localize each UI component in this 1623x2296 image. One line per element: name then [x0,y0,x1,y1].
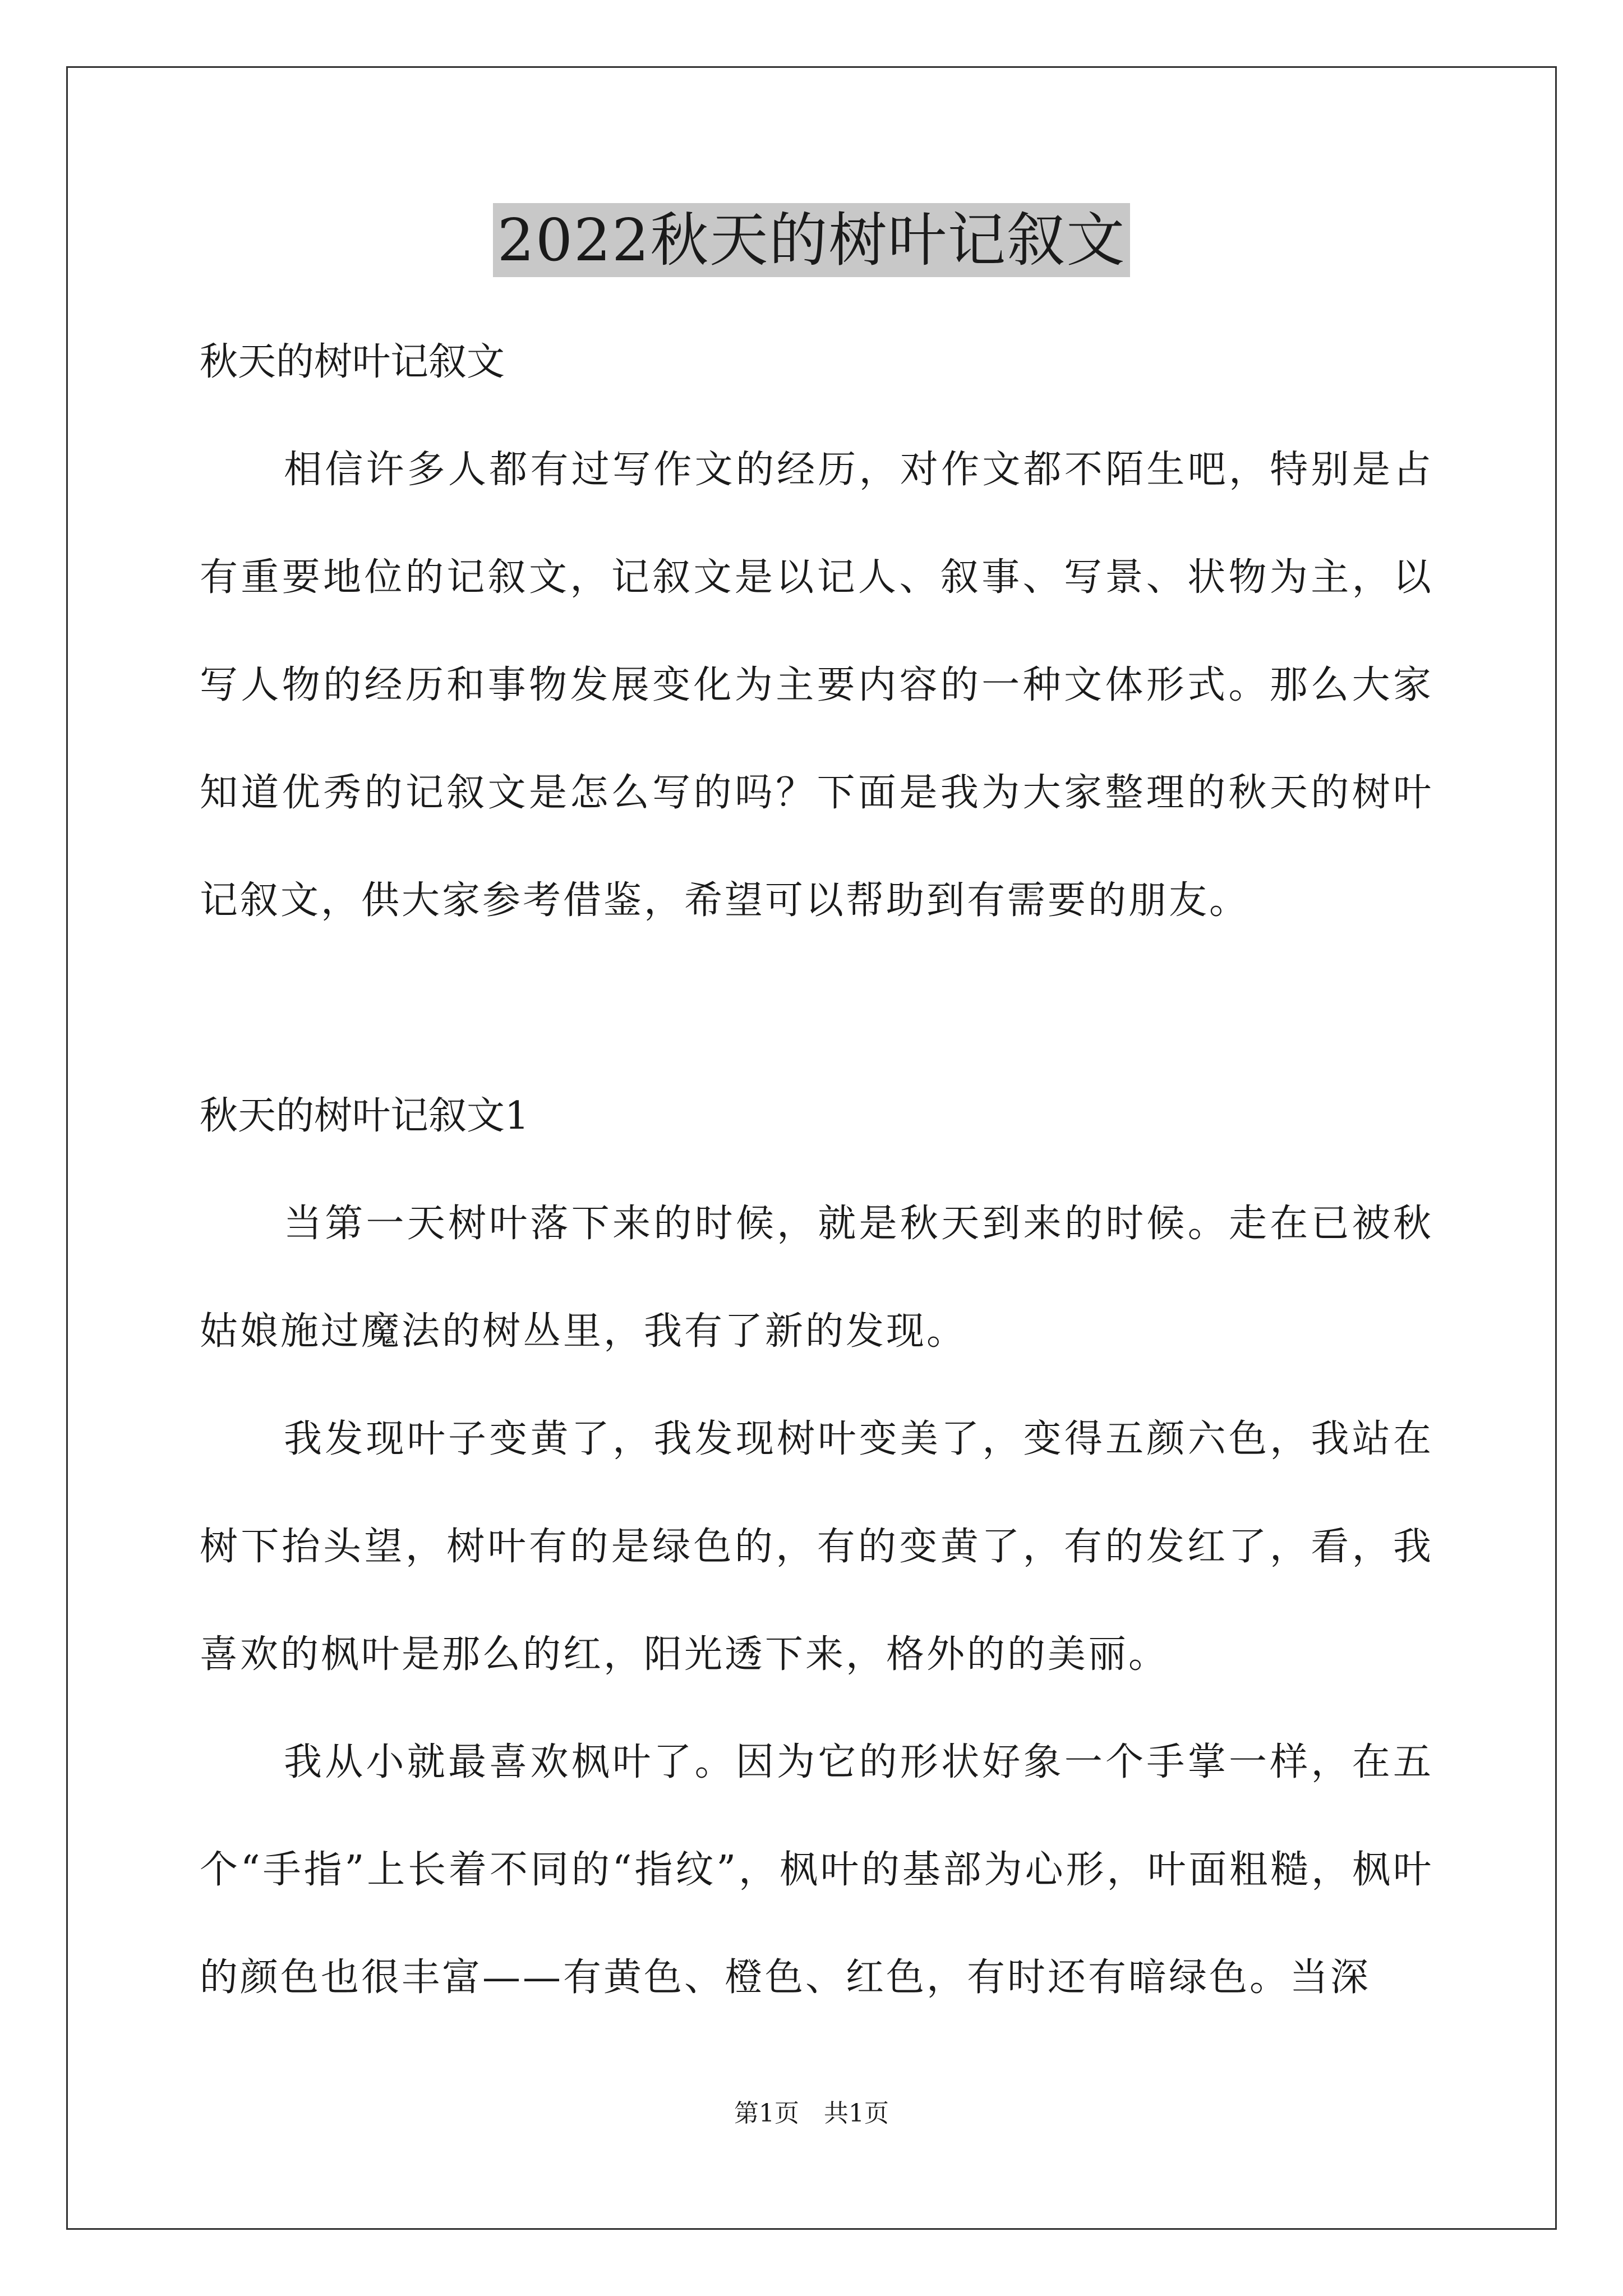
section-gap [200,955,1433,1062]
intro-heading: 秋天的树叶记叙文 [200,340,505,384]
section1-paragraph-1: 当第一天树叶落下来的时候，就是秋天到来的时候。走在已被秋姑娘施过魔法的树丛里，我有了新的发现。 [200,1202,1433,1354]
document-title: 2022秋天的树叶记叙文 [493,203,1131,277]
title-container [0,203,1623,277]
page-footer: 第1页 共1页 [734,2099,889,2128]
document-body [200,309,1433,2032]
intro-paragraph: 相信许多人都有过写作文的经历，对作文都不陌生吧，特别是占有重要地位的记叙文，记叙文是以记人、叙事、写景、状物为主，以写人物的经历和事物发展变化为主要内容的一种文体形式。那么大家知道优秀的记叙文是怎么写的吗？下面是我为大家整理的秋天的树叶记叙文，供大家参考借鉴，希望可以帮助到有需要的朋友。 [200,448,1433,923]
section1-heading: 秋天的树叶记叙文1 [200,1094,529,1138]
section1-paragraph-2: 我发现叶子变黄了，我发现树叶变美了，变得五颜六色，我站在树下抬头望，树叶有的是绿色的，有的变黄了，有的发红了，看，我喜欢的枫叶是那么的红，阳光透下来，格外的的美丽。 [200,1417,1433,1677]
section1-paragraph-3: 我从小就最喜欢枫叶了。因为它的形状好象一个手掌一样，在五个“手指”上长着不同的“指纹”，枫叶的基部为心形，叶面粗糙，枫叶的颜色也很丰富——有黄色、橙色、红色，有时还有暗绿色。当深 [200,1740,1433,2000]
